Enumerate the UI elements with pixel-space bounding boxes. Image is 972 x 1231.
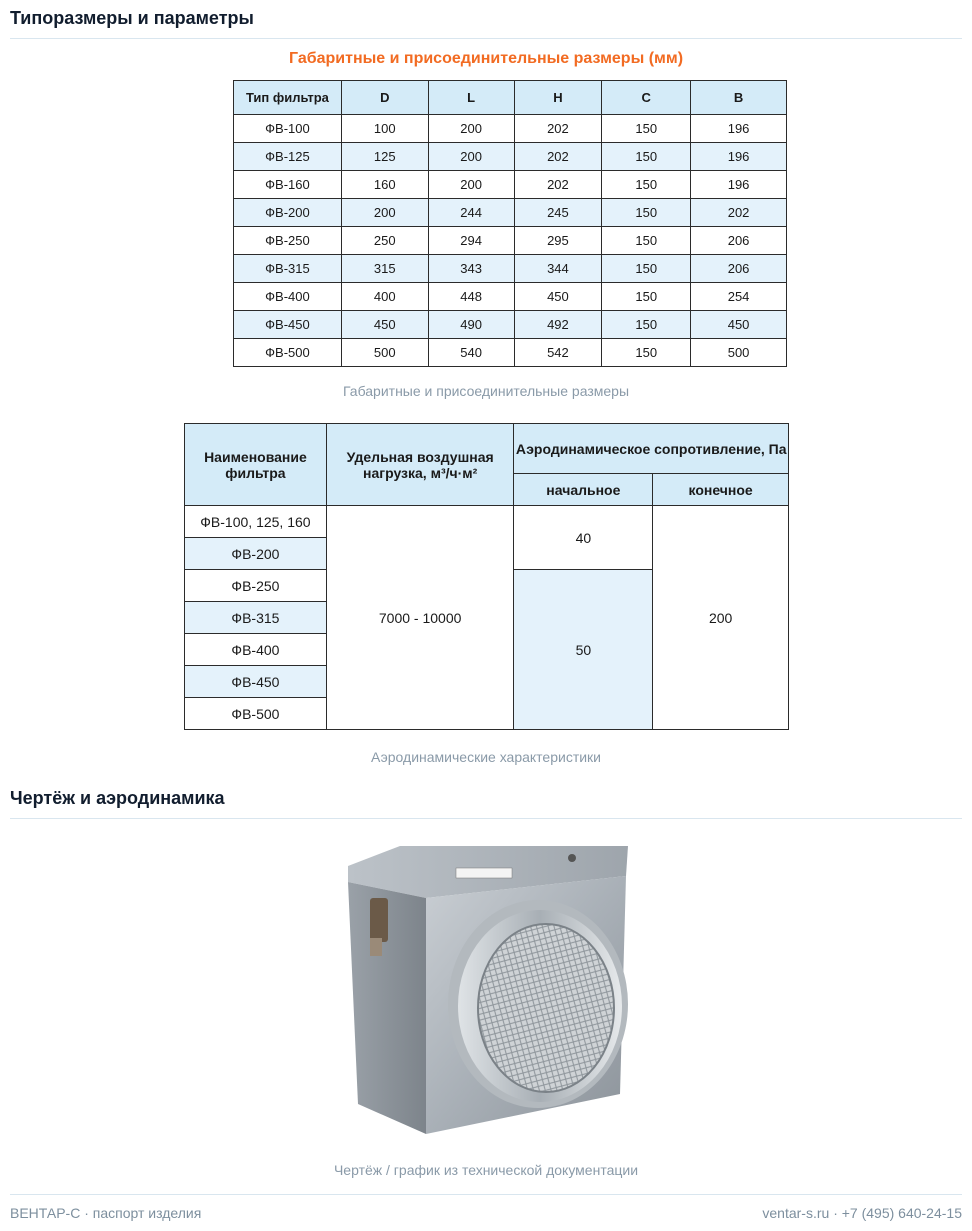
section-divider bbox=[10, 818, 962, 819]
dims-row bbox=[234, 255, 787, 283]
latch-left bbox=[370, 898, 388, 942]
filter-box-photo bbox=[340, 838, 632, 1142]
dims-value-cell: 492 bbox=[514, 311, 602, 339]
dims-table-caption: Габаритные и присоединительные размеры bbox=[342, 383, 629, 399]
dims-header-d: D bbox=[341, 81, 428, 115]
dims-value-cell: 202 bbox=[514, 143, 602, 171]
dims-type-cell: ФВ-100 bbox=[234, 115, 342, 143]
dims-value-cell: 542 bbox=[514, 339, 602, 367]
aero-name-cell: ФВ-315 bbox=[185, 602, 327, 634]
dims-header-h: H bbox=[514, 81, 602, 115]
dims-value-cell: 250 bbox=[341, 227, 428, 255]
section-title-drawing: Чертёж и аэродинамика bbox=[10, 788, 225, 808]
dims-value-cell: 450 bbox=[514, 283, 602, 311]
aero-header-final: конечное bbox=[653, 474, 789, 506]
dims-row bbox=[234, 143, 787, 171]
aero-row bbox=[185, 506, 789, 538]
dims-value-cell: 150 bbox=[602, 199, 691, 227]
dims-value-cell: 315 bbox=[341, 255, 428, 283]
aero-name-cell: ФВ-500 bbox=[185, 698, 327, 730]
dims-value-cell: 254 bbox=[691, 283, 787, 311]
dims-row bbox=[234, 115, 787, 143]
dims-type-cell: ФВ-400 bbox=[234, 283, 342, 311]
dims-row bbox=[234, 199, 787, 227]
aero-header-initial: начальное bbox=[514, 474, 653, 506]
footer-left-text: ВЕНТАР-С · паспорт изделия bbox=[10, 1205, 202, 1221]
dims-value-cell: 202 bbox=[514, 171, 602, 199]
dims-value-cell: 450 bbox=[691, 311, 787, 339]
latch-right bbox=[568, 854, 576, 862]
dims-type-cell: ФВ-200 bbox=[234, 199, 342, 227]
aero-final-cell: 200 bbox=[653, 506, 789, 730]
aero-name-cell: ФВ-400 bbox=[185, 634, 327, 666]
dims-value-cell: 344 bbox=[514, 255, 602, 283]
aero-header-row bbox=[185, 424, 789, 474]
dims-row bbox=[234, 227, 787, 255]
photo-caption: Чертёж / график из технической документации bbox=[333, 1162, 639, 1178]
dims-row bbox=[234, 283, 787, 311]
dims-value-cell: 196 bbox=[691, 171, 787, 199]
dims-value-cell: 196 bbox=[691, 115, 787, 143]
footer-divider bbox=[10, 1194, 962, 1195]
dims-row bbox=[234, 339, 787, 367]
aero-name-cell: ФВ-100, 125, 160 bbox=[185, 506, 327, 538]
dims-table-heading: Габаритные и присоединительные размеры (мм) bbox=[288, 50, 684, 67]
aero-table-caption: Аэродинамические характеристики bbox=[370, 749, 601, 765]
aero-name-cell: ФВ-200 bbox=[185, 538, 327, 570]
dims-value-cell: 500 bbox=[691, 339, 787, 367]
dims-value-cell: 490 bbox=[428, 311, 514, 339]
dims-value-cell: 200 bbox=[428, 171, 514, 199]
dims-value-cell: 206 bbox=[691, 255, 787, 283]
aero-header-name: Наименование фильтра bbox=[185, 424, 327, 506]
dims-value-cell: 150 bbox=[602, 255, 691, 283]
dims-value-cell: 200 bbox=[428, 115, 514, 143]
dims-type-cell: ФВ-315 bbox=[234, 255, 342, 283]
dims-type-cell: ФВ-450 bbox=[234, 311, 342, 339]
dims-value-cell: 150 bbox=[602, 311, 691, 339]
dims-value-cell: 200 bbox=[341, 199, 428, 227]
dims-value-cell: 540 bbox=[428, 339, 514, 367]
aero-name-cell: ФВ-450 bbox=[185, 666, 327, 698]
aero-header-load: Удельная воздушная нагрузка, м³/ч·м² bbox=[326, 424, 514, 506]
dims-header-l: L bbox=[428, 81, 514, 115]
section-title-sizes: Типоразмеры и параметры bbox=[10, 8, 254, 28]
aero-initial-cell-b: 50 bbox=[514, 570, 653, 730]
dims-header-c: C bbox=[602, 81, 691, 115]
dims-type-cell: ФВ-250 bbox=[234, 227, 342, 255]
dims-type-cell: ФВ-500 bbox=[234, 339, 342, 367]
dims-value-cell: 200 bbox=[428, 143, 514, 171]
dims-value-cell: 202 bbox=[514, 115, 602, 143]
dims-value-cell: 400 bbox=[341, 283, 428, 311]
dims-value-cell: 500 bbox=[341, 339, 428, 367]
dims-table bbox=[233, 80, 787, 367]
aero-header-resistance: Аэродинамическое сопротивление, Па bbox=[514, 424, 789, 474]
latch-hinge bbox=[370, 938, 382, 956]
dims-value-cell: 150 bbox=[602, 171, 691, 199]
dims-value-cell: 294 bbox=[428, 227, 514, 255]
dims-type-cell: ФВ-160 bbox=[234, 171, 342, 199]
section-divider bbox=[10, 38, 962, 39]
dims-value-cell: 150 bbox=[602, 143, 691, 171]
dims-value-cell: 202 bbox=[691, 199, 787, 227]
dims-value-cell: 295 bbox=[514, 227, 602, 255]
dims-value-cell: 150 bbox=[602, 339, 691, 367]
dims-value-cell: 343 bbox=[428, 255, 514, 283]
dims-value-cell: 244 bbox=[428, 199, 514, 227]
dims-value-cell: 160 bbox=[341, 171, 428, 199]
aero-name-cell: ФВ-250 bbox=[185, 570, 327, 602]
aero-table bbox=[184, 423, 789, 730]
dims-value-cell: 450 bbox=[341, 311, 428, 339]
aero-load-cell: 7000 - 10000 bbox=[326, 506, 514, 730]
dims-value-cell: 150 bbox=[602, 227, 691, 255]
dims-value-cell: 448 bbox=[428, 283, 514, 311]
footer-right-text: ventar-s.ru · +7 (495) 640-24-15 bbox=[762, 1205, 962, 1221]
dims-value-cell: 125 bbox=[341, 143, 428, 171]
dims-value-cell: 150 bbox=[602, 283, 691, 311]
aero-initial-cell-a: 40 bbox=[514, 506, 653, 570]
dims-header-type: Тип фильтра bbox=[234, 81, 342, 115]
dims-row bbox=[234, 171, 787, 199]
dims-value-cell: 245 bbox=[514, 199, 602, 227]
box-label bbox=[456, 868, 512, 878]
filter-mesh bbox=[478, 924, 614, 1092]
dims-value-cell: 206 bbox=[691, 227, 787, 255]
dims-header-row bbox=[234, 81, 787, 115]
dims-value-cell: 196 bbox=[691, 143, 787, 171]
dims-row bbox=[234, 311, 787, 339]
dims-value-cell: 100 bbox=[341, 115, 428, 143]
dims-value-cell: 150 bbox=[602, 115, 691, 143]
dims-header-b: B bbox=[691, 81, 787, 115]
dims-type-cell: ФВ-125 bbox=[234, 143, 342, 171]
